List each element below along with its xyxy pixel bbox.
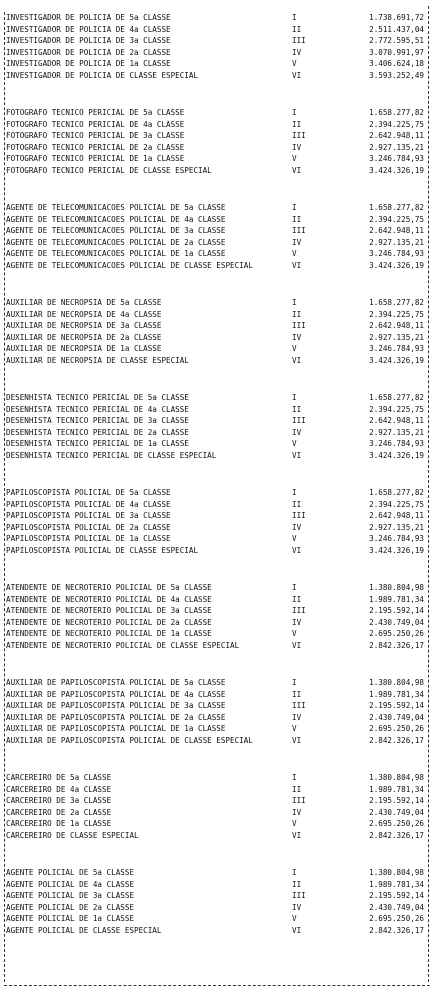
classe-level: IV (292, 237, 302, 247)
table-row (0, 141, 434, 153)
salary-value: 2.394.225,75 (369, 119, 424, 129)
classe-level: II (292, 594, 302, 604)
classe-level: IV (292, 712, 302, 722)
cargo-name: INVESTIGADOR DE POLICIA DE 2a CLASSE (6, 47, 171, 57)
cargo-name: ATENDENTE DE NECROTERIO POLICIAL DE 1a CLASSE (6, 628, 212, 639)
table-row (0, 130, 434, 142)
cargo-group (0, 487, 434, 556)
classe-level: III (292, 35, 306, 46)
classe-level: IV (292, 142, 302, 152)
cargo-name: AGENTE POLICIAL DE 4a CLASSE (6, 879, 135, 889)
salary-value: 3.424.326,19 (369, 450, 424, 460)
cargo-name: AGENTE DE TELECOMUNICACOES POLICIAL DE 4a CLASSE (6, 214, 226, 224)
table-row (0, 354, 434, 366)
salary-value: 2.695.250,26 (369, 723, 424, 734)
cargo-name: DESENHISTA TECNICO PERICIAL DE 4a CLASSE (6, 404, 189, 414)
cargo-name: FOTOGRAFO TECNICO PERICIAL DE 1a CLASSE (6, 153, 185, 164)
classe-level: IV (292, 522, 302, 532)
classe-level: VI (292, 260, 302, 270)
table-row (0, 734, 434, 746)
table-row (0, 69, 434, 81)
cargo-name: PAPILOSCOPISTA POLICIAL DE 4a CLASSE (6, 499, 171, 509)
classe-level: V (292, 628, 297, 639)
table-row (0, 639, 434, 651)
table-row (0, 415, 434, 427)
salary-value: 3.246.784,93 (369, 343, 424, 354)
salary-value: 2.195.592,14 (369, 700, 424, 711)
cargo-name: AUXILIAR DE PAPILOSCOPISTA POLICIAL DE CLASSE ESPECIAL (6, 735, 253, 745)
salary-value: 2.430.749,04 (369, 902, 424, 912)
classe-level: I (292, 582, 297, 593)
cargo-name: DESENHISTA TECNICO PERICIAL DE 1a CLASSE (6, 438, 189, 449)
salary-value: 2.695.250,26 (369, 913, 424, 924)
cargo-name: ATENDENTE DE NECROTERIO POLICIAL DE 5a CLASSE (6, 582, 212, 593)
table-row (0, 426, 434, 438)
table-row (0, 628, 434, 640)
cargo-name: AGENTE DE TELECOMUNICACOES POLICIAL DE 2a CLASSE (6, 237, 226, 247)
cargo-group (0, 582, 434, 651)
cargo-name: FOTOGRAFO TECNICO PERICIAL DE 2a CLASSE (6, 142, 185, 152)
salary-value: 1.658.277,82 (369, 202, 424, 213)
cargo-name: AUXILIAR DE NECROPSIA DE 4a CLASSE (6, 309, 162, 319)
cargo-name: CARCEREIRO DE 5a CLASSE (6, 772, 112, 783)
classe-level: V (292, 248, 297, 259)
cargo-name: AUXILIAR DE PAPILOSCOPISTA POLICIAL DE 1a CLASSE (6, 723, 226, 734)
salary-value: 2.195.592,14 (369, 605, 424, 616)
classe-level: V (292, 818, 297, 829)
table-row (0, 403, 434, 415)
cargo-group (0, 297, 434, 366)
classe-level: VI (292, 70, 302, 80)
classe-level: I (292, 867, 297, 878)
table-row (0, 308, 434, 320)
cargo-name: AUXILIAR DE PAPILOSCOPISTA POLICIAL DE 3a CLASSE (6, 700, 226, 711)
classe-level: III (292, 605, 306, 616)
classe-level: III (292, 415, 306, 426)
classe-level: V (292, 438, 297, 449)
cargo-name: INVESTIGADOR DE POLICIA DE 3a CLASSE (6, 35, 171, 46)
salary-value: 2.430.749,04 (369, 807, 424, 817)
classe-level: V (292, 533, 297, 544)
salary-value: 1.380.804,98 (369, 677, 424, 688)
cargo-name: FOTOGRAFO TECNICO PERICIAL DE 5a CLASSE (6, 107, 185, 118)
table-row (0, 795, 434, 807)
salary-value: 3.424.326,19 (369, 260, 424, 270)
salary-value: 2.394.225,75 (369, 499, 424, 509)
salary-value: 2.642.948,11 (369, 510, 424, 521)
cargo-name: DESENHISTA TECNICO PERICIAL DE 3a CLASSE (6, 415, 189, 426)
cargo-name: FOTOGRAFO TECNICO PERICIAL DE CLASSE ESPECIAL (6, 165, 212, 175)
cargo-name: AGENTE DE TELECOMUNICACOES POLICIAL DE CLASSE ESPECIAL (6, 260, 253, 270)
table-row (0, 772, 434, 784)
cargo-name: ATENDENTE DE NECROTERIO POLICIAL DE CLASSE ESPECIAL (6, 640, 240, 650)
table-row (0, 392, 434, 404)
classe-level: III (292, 510, 306, 521)
cargo-name: AUXILIAR DE NECROPSIA DE 2a CLASSE (6, 332, 162, 342)
table-row (0, 924, 434, 936)
salary-value: 2.195.592,14 (369, 890, 424, 901)
classe-level: IV (292, 902, 302, 912)
table-row (0, 616, 434, 628)
classe-level: I (292, 392, 297, 403)
salary-table (0, 12, 434, 962)
classe-level: V (292, 913, 297, 924)
salary-value: 2.642.948,11 (369, 225, 424, 236)
salary-value: 2.927.135,21 (369, 332, 424, 342)
cargo-group (0, 392, 434, 461)
classe-level: VI (292, 640, 302, 650)
table-row (0, 510, 434, 522)
classe-level: I (292, 487, 297, 498)
table-row (0, 12, 434, 24)
salary-value: 1.989.781,34 (369, 594, 424, 604)
table-row (0, 867, 434, 879)
salary-value: 2.430.749,04 (369, 712, 424, 722)
cargo-name: AGENTE DE TELECOMUNICACOES POLICIAL DE 5a CLASSE (6, 202, 226, 213)
table-row (0, 818, 434, 830)
salary-value: 2.842.326,17 (369, 640, 424, 650)
classe-level: VI (292, 545, 302, 555)
salary-value: 2.842.326,17 (369, 735, 424, 745)
salary-value: 3.246.784,93 (369, 533, 424, 544)
table-row (0, 225, 434, 237)
salary-value: 2.642.948,11 (369, 320, 424, 331)
table-row (0, 46, 434, 58)
cargo-name: AGENTE POLICIAL DE 2a CLASSE (6, 902, 135, 912)
cargo-name: PAPILOSCOPISTA POLICIAL DE 3a CLASSE (6, 510, 171, 521)
salary-value: 1.658.277,82 (369, 297, 424, 308)
cargo-name: CARCEREIRO DE CLASSE ESPECIAL (6, 830, 139, 840)
salary-value: 2.772.595,51 (369, 35, 424, 46)
cargo-name: PAPILOSCOPISTA POLICIAL DE 5a CLASSE (6, 487, 171, 498)
table-row (0, 901, 434, 913)
table-row (0, 806, 434, 818)
table-row (0, 343, 434, 355)
cargo-group (0, 772, 434, 841)
salary-value: 1.989.781,34 (369, 784, 424, 794)
salary-value: 2.642.948,11 (369, 130, 424, 141)
salary-value: 2.842.326,17 (369, 925, 424, 935)
salary-value: 2.695.250,26 (369, 818, 424, 829)
salary-value: 3.424.326,19 (369, 165, 424, 175)
salary-value: 1.658.277,82 (369, 392, 424, 403)
cargo-name: AGENTE POLICIAL DE 1a CLASSE (6, 913, 135, 924)
classe-level: I (292, 202, 297, 213)
bottom-rule (4, 985, 430, 986)
classe-level: II (292, 689, 302, 699)
salary-value: 2.695.250,26 (369, 628, 424, 639)
cargo-name: DESENHISTA TECNICO PERICIAL DE 2a CLASSE (6, 427, 189, 437)
table-row (0, 202, 434, 214)
cargo-name: DESENHISTA TECNICO PERICIAL DE 5a CLASSE (6, 392, 189, 403)
salary-value: 2.394.225,75 (369, 404, 424, 414)
table-row (0, 23, 434, 35)
cargo-name: AUXILIAR DE NECROPSIA DE 3a CLASSE (6, 320, 162, 331)
classe-level: II (292, 784, 302, 794)
table-row (0, 544, 434, 556)
salary-value: 2.394.225,75 (369, 309, 424, 319)
cargo-group (0, 677, 434, 746)
classe-level: III (292, 700, 306, 711)
cargo-name: FOTOGRAFO TECNICO PERICIAL DE 4a CLASSE (6, 119, 185, 129)
cargo-name: AUXILIAR DE NECROPSIA DE 5a CLASSE (6, 297, 162, 308)
table-row (0, 878, 434, 890)
salary-value: 3.246.784,93 (369, 438, 424, 449)
cargo-name: ATENDENTE DE NECROTERIO POLICIAL DE 2a CLASSE (6, 617, 212, 627)
salary-value: 3.593.252,49 (369, 70, 424, 80)
cargo-name: ATENDENTE DE NECROTERIO POLICIAL DE 4a CLASSE (6, 594, 212, 604)
classe-level: II (292, 404, 302, 414)
table-row (0, 700, 434, 712)
cargo-name: AGENTE DE TELECOMUNICACOES POLICIAL DE 1a CLASSE (6, 248, 226, 259)
table-row (0, 723, 434, 735)
table-row (0, 487, 434, 499)
salary-value: 2.394.225,75 (369, 214, 424, 224)
table-row (0, 35, 434, 47)
table-row (0, 248, 434, 260)
cargo-group (0, 202, 434, 271)
table-row (0, 688, 434, 700)
classe-level: II (292, 119, 302, 129)
salary-value: 1.658.277,82 (369, 487, 424, 498)
classe-level: V (292, 343, 297, 354)
classe-level: III (292, 225, 306, 236)
classe-level: IV (292, 807, 302, 817)
table-row (0, 605, 434, 617)
classe-level: IV (292, 617, 302, 627)
salary-value: 1.989.781,34 (369, 689, 424, 699)
cargo-name: CARCEREIRO DE 3a CLASSE (6, 795, 112, 806)
table-row (0, 449, 434, 461)
classe-level: I (292, 297, 297, 308)
classe-level: V (292, 58, 297, 69)
table-row (0, 118, 434, 130)
classe-level: VI (292, 165, 302, 175)
salary-value: 3.424.326,19 (369, 545, 424, 555)
table-row (0, 236, 434, 248)
classe-level: IV (292, 427, 302, 437)
table-row (0, 711, 434, 723)
table-row (0, 829, 434, 841)
table-row (0, 913, 434, 925)
salary-value: 2.927.135,21 (369, 522, 424, 532)
table-row (0, 677, 434, 689)
salary-value: 1.989.781,34 (369, 879, 424, 889)
table-row (0, 533, 434, 545)
classe-level: IV (292, 332, 302, 342)
table-row (0, 320, 434, 332)
cargo-name: INVESTIGADOR DE POLICIA DE 5a CLASSE (6, 12, 171, 23)
classe-level: II (292, 214, 302, 224)
classe-level: I (292, 772, 297, 783)
salary-value: 1.380.804,98 (369, 772, 424, 783)
cargo-name: AGENTE POLICIAL DE CLASSE ESPECIAL (6, 925, 162, 935)
cargo-name: AUXILIAR DE PAPILOSCOPISTA POLICIAL DE 2a CLASSE (6, 712, 226, 722)
table-row (0, 593, 434, 605)
cargo-name: AGENTE POLICIAL DE 5a CLASSE (6, 867, 135, 878)
cargo-name: AUXILIAR DE NECROPSIA DE 1a CLASSE (6, 343, 162, 354)
cargo-name: CARCEREIRO DE 1a CLASSE (6, 818, 112, 829)
table-row (0, 259, 434, 271)
classe-level: VI (292, 355, 302, 365)
table-row (0, 297, 434, 309)
cargo-name: PAPILOSCOPISTA POLICIAL DE 2a CLASSE (6, 522, 171, 532)
classe-level: III (292, 130, 306, 141)
table-row (0, 164, 434, 176)
table-row (0, 213, 434, 225)
classe-level: I (292, 12, 297, 23)
salary-value: 1.380.804,98 (369, 582, 424, 593)
cargo-name: FOTOGRAFO TECNICO PERICIAL DE 3a CLASSE (6, 130, 185, 141)
cargo-group (0, 107, 434, 176)
classe-level: VI (292, 450, 302, 460)
classe-level: V (292, 723, 297, 734)
classe-level: VI (292, 925, 302, 935)
cargo-name: INVESTIGADOR DE POLICIA DE CLASSE ESPECIAL (6, 70, 199, 80)
table-row (0, 521, 434, 533)
classe-level: II (292, 309, 302, 319)
classe-level: VI (292, 830, 302, 840)
table-row (0, 582, 434, 594)
table-row (0, 331, 434, 343)
salary-value: 3.424.326,19 (369, 355, 424, 365)
cargo-name: PAPILOSCOPISTA POLICIAL DE CLASSE ESPECIAL (6, 545, 199, 555)
salary-value: 1.738.691,72 (369, 12, 424, 23)
cargo-group (0, 12, 434, 81)
salary-value: 2.511.437,04 (369, 24, 424, 34)
classe-level: III (292, 795, 306, 806)
classe-level: III (292, 320, 306, 331)
cargo-name: AGENTE POLICIAL DE 3a CLASSE (6, 890, 135, 901)
classe-level: IV (292, 47, 302, 57)
cargo-name: CARCEREIRO DE 4a CLASSE (6, 784, 112, 794)
salary-value: 1.380.804,98 (369, 867, 424, 878)
cargo-name: INVESTIGADOR DE POLICIA DE 4a CLASSE (6, 24, 171, 34)
table-row (0, 890, 434, 902)
cargo-name: ATENDENTE DE NECROTERIO POLICIAL DE 3a CLASSE (6, 605, 212, 616)
cargo-name: AGENTE DE TELECOMUNICACOES POLICIAL DE 3a CLASSE (6, 225, 226, 236)
salary-value: 3.246.784,93 (369, 153, 424, 164)
classe-level: II (292, 499, 302, 509)
salary-value: 2.430.749,04 (369, 617, 424, 627)
salary-value: 2.927.135,21 (369, 427, 424, 437)
cargo-name: AUXILIAR DE PAPILOSCOPISTA POLICIAL DE 5a CLASSE (6, 677, 226, 688)
salary-value: 3.246.784,93 (369, 248, 424, 259)
classe-level: III (292, 890, 306, 901)
cargo-name: INVESTIGADOR DE POLICIA DE 1a CLASSE (6, 58, 171, 69)
salary-value: 2.195.592,14 (369, 795, 424, 806)
salary-value: 2.642.948,11 (369, 415, 424, 426)
cargo-name: CARCEREIRO DE 2a CLASSE (6, 807, 112, 817)
classe-level: I (292, 677, 297, 688)
cargo-group (0, 867, 434, 936)
table-row (0, 783, 434, 795)
classe-level: II (292, 24, 302, 34)
salary-value: 3.070.991,97 (369, 47, 424, 57)
cargo-name: AUXILIAR DE NECROPSIA DE CLASSE ESPECIAL (6, 355, 189, 365)
salary-value: 2.927.135,21 (369, 237, 424, 247)
table-row (0, 498, 434, 510)
salary-value: 2.927.135,21 (369, 142, 424, 152)
salary-value: 3.406.624,18 (369, 58, 424, 69)
cargo-name: PAPILOSCOPISTA POLICIAL DE 1a CLASSE (6, 533, 171, 544)
classe-level: II (292, 879, 302, 889)
table-row (0, 438, 434, 450)
classe-level: VI (292, 735, 302, 745)
table-row (0, 153, 434, 165)
cargo-name: AUXILIAR DE PAPILOSCOPISTA POLICIAL DE 4a CLASSE (6, 689, 226, 699)
salary-value: 2.842.326,17 (369, 830, 424, 840)
table-row (0, 58, 434, 70)
classe-level: V (292, 153, 297, 164)
salary-value: 1.658.277,82 (369, 107, 424, 118)
classe-level: I (292, 107, 297, 118)
table-row (0, 107, 434, 119)
cargo-name: DESENHISTA TECNICO PERICIAL DE CLASSE ESPECIAL (6, 450, 217, 460)
